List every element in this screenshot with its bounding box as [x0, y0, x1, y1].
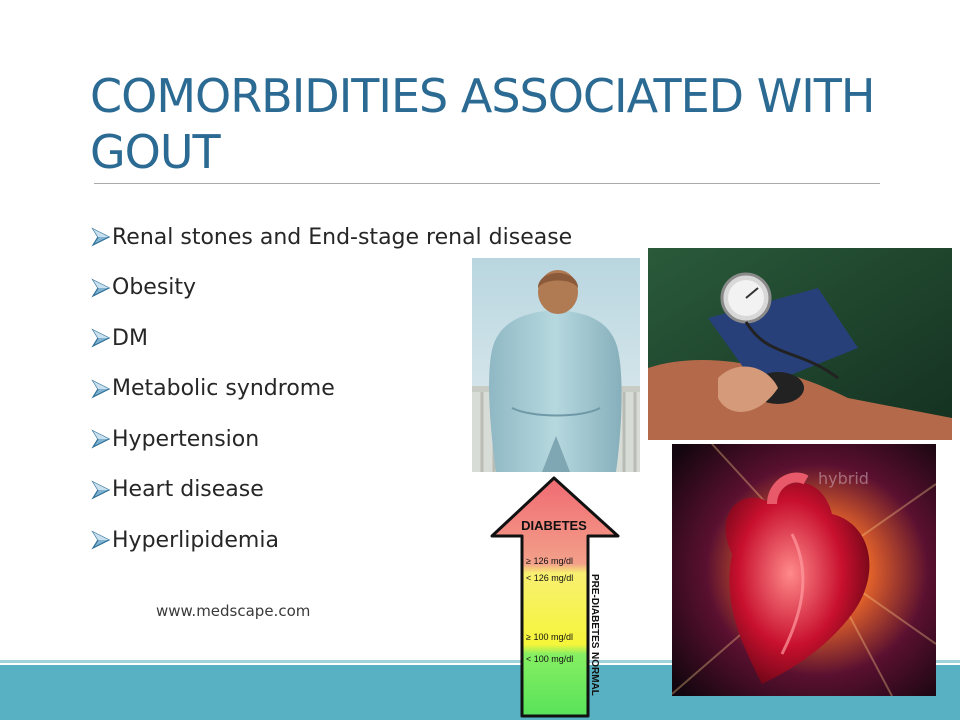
diabetes-arrow-chart: [488, 476, 628, 720]
bullet-text: DM: [112, 325, 148, 351]
title-divider: [94, 183, 880, 184]
normal-label: NORMAL: [589, 652, 600, 696]
blood-pressure-photo: [648, 248, 952, 440]
bullet-text: Heart disease: [112, 477, 264, 503]
prediabetes-label: PRE-DIABETES: [589, 574, 600, 649]
slide-title: COMORBIDITIES ASSOCIATED WITH GOUT: [90, 69, 875, 179]
heart-image: [672, 444, 936, 696]
arrow-bullet-icon: [90, 479, 112, 501]
arrow-bullet-icon: [90, 529, 112, 551]
bullet-text: Metabolic syndrome: [112, 376, 335, 402]
arrow-bullet-icon: [90, 226, 112, 248]
arrow-bullet-icon: [90, 277, 112, 299]
arrow-bullet-icon: [90, 327, 112, 349]
threshold-lt126-label: < 126 mg/dl: [526, 573, 574, 583]
arrow-bullet-icon: [90, 428, 112, 450]
bullet-text: Obesity: [112, 275, 197, 301]
bullet-item-renal-stones: [90, 212, 572, 263]
source-credit: www.medscape.com: [156, 602, 311, 620]
heart-watermark: hybrid: [818, 469, 869, 488]
bullet-text: Hypertension: [112, 426, 260, 452]
threshold-lt100-label: < 100 mg/dl: [526, 654, 574, 664]
diabetes-label: DIABETES: [521, 518, 587, 533]
arrow-bullet-icon: [90, 378, 112, 400]
bullet-text: Renal stones and End-stage renal disease: [112, 224, 573, 250]
threshold-ge100-label: ≥ 100 mg/dl: [526, 632, 573, 642]
obesity-photo: [472, 258, 640, 472]
threshold-ge126-label: ≥ 126 mg/dl: [526, 556, 573, 566]
bullet-text: Hyperlipidemia: [112, 527, 279, 553]
